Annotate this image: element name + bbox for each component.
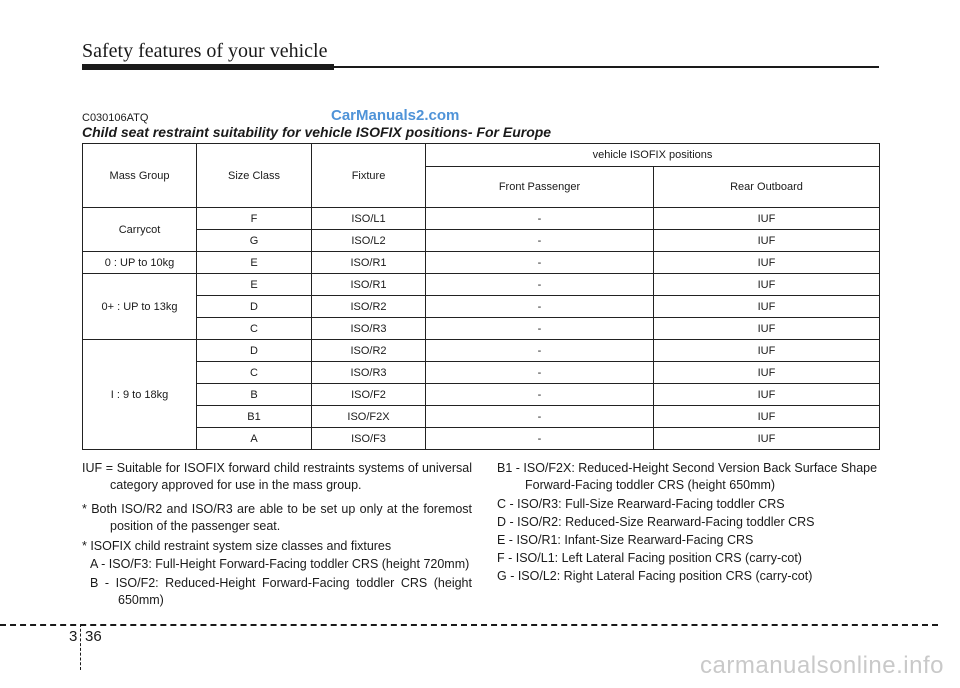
footer-page-divider bbox=[80, 624, 81, 670]
rear-outboard-cell: IUF bbox=[654, 318, 880, 340]
front-passenger-cell: - bbox=[426, 252, 654, 274]
size-class-cell: F bbox=[197, 208, 312, 230]
note-star-position: * Both ISO/R2 and ISO/R3 are able to be set up only at the foremost position of the passenger seat. bbox=[82, 502, 472, 533]
chapter-number: 3 bbox=[69, 628, 78, 645]
front-passenger-cell: - bbox=[426, 296, 654, 318]
fixture-cell: ISO/L1 bbox=[312, 208, 426, 230]
fixture-cell: ISO/F2 bbox=[312, 384, 426, 406]
table-row bbox=[83, 428, 880, 450]
fixture-cell: ISO/R2 bbox=[312, 296, 426, 318]
size-class-cell: E bbox=[197, 274, 312, 296]
table-row bbox=[83, 406, 880, 428]
fixture-cell: ISO/F3 bbox=[312, 428, 426, 450]
front-passenger-cell: - bbox=[426, 318, 654, 340]
note-size-c: C - ISO/R3: Full-Size Rearward-Facing toddler CRS bbox=[497, 497, 785, 511]
front-passenger-cell: - bbox=[426, 274, 654, 296]
rear-outboard-cell: IUF bbox=[654, 428, 880, 450]
note-size-f: F - ISO/L1: Left Lateral Facing position CRS (carry-cot) bbox=[497, 551, 802, 565]
table-row bbox=[83, 362, 880, 384]
size-class-cell: G bbox=[197, 230, 312, 252]
table-row bbox=[83, 208, 880, 230]
watermark-bottom: carmanualsonline.info bbox=[700, 652, 944, 679]
header-fixture: Fixture bbox=[312, 144, 426, 208]
rear-outboard-cell: IUF bbox=[654, 252, 880, 274]
table-row bbox=[83, 252, 880, 274]
header-size-class: Size Class bbox=[197, 144, 312, 208]
size-class-cell: E bbox=[197, 252, 312, 274]
table-row bbox=[83, 340, 880, 362]
watermark-top: CarManuals2.com bbox=[331, 107, 460, 124]
mass-group-cell: Carrycot bbox=[83, 208, 197, 252]
page-number: 36 bbox=[85, 628, 102, 645]
section-title: Child seat restraint suitability for vehicle ISOFIX positions- For Europe bbox=[82, 124, 552, 140]
mass-group-cell: I : 9 to 18kg bbox=[83, 340, 197, 450]
fixture-cell: ISO/R2 bbox=[312, 340, 426, 362]
size-class-cell: D bbox=[197, 340, 312, 362]
note-size-b: B - ISO/F2: Reduced-Height Forward-Facing toddler CRS (height 650mm) bbox=[90, 576, 472, 607]
front-passenger-cell: - bbox=[426, 340, 654, 362]
fixture-cell: ISO/R1 bbox=[312, 274, 426, 296]
note-size-d: D - ISO/R2: Reduced-Size Rearward-Facing toddler CRS bbox=[497, 515, 815, 529]
table-row bbox=[83, 318, 880, 340]
size-class-cell: B1 bbox=[197, 406, 312, 428]
size-class-cell: B bbox=[197, 384, 312, 406]
table-row bbox=[83, 230, 880, 252]
notes-left bbox=[82, 460, 472, 609]
front-passenger-cell: - bbox=[426, 406, 654, 428]
header-front-passenger: Front Passenger bbox=[426, 167, 654, 208]
fixture-cell: ISO/R3 bbox=[312, 318, 426, 340]
note-star-size-classes: * ISOFIX child restraint system size classes and fixtures bbox=[82, 539, 392, 553]
doc-code: C030106ATQ bbox=[82, 112, 149, 124]
fixture-cell: ISO/F2X bbox=[312, 406, 426, 428]
note-size-a: A - ISO/F3: Full-Height Forward-Facing toddler CRS (height 720mm) bbox=[90, 557, 470, 571]
note-size-g: G - ISO/L2: Right Lateral Facing position CRS (carry-cot) bbox=[497, 569, 813, 583]
mass-group-cell: 0+ : UP to 13kg bbox=[83, 274, 197, 340]
mass-group-cell: 0 : UP to 10kg bbox=[83, 252, 197, 274]
fixture-cell: ISO/R3 bbox=[312, 362, 426, 384]
isofix-table bbox=[82, 143, 880, 450]
fixture-cell: ISO/L2 bbox=[312, 230, 426, 252]
notes-right bbox=[497, 460, 882, 585]
header-mass-group: Mass Group bbox=[83, 144, 197, 208]
header-positions: vehicle ISOFIX positions bbox=[426, 144, 880, 167]
note-size-b1: B1 - ISO/F2X: Reduced-Height Second Version Back Surface Shape Forward-Facing toddler CRS (height 650mm) bbox=[497, 461, 878, 492]
front-passenger-cell: - bbox=[426, 362, 654, 384]
size-class-cell: D bbox=[197, 296, 312, 318]
header-bar bbox=[82, 64, 334, 70]
fixture-cell: ISO/R1 bbox=[312, 252, 426, 274]
rear-outboard-cell: IUF bbox=[654, 406, 880, 428]
footer-dashed-rule bbox=[0, 624, 938, 626]
size-class-cell: C bbox=[197, 362, 312, 384]
rear-outboard-cell: IUF bbox=[654, 230, 880, 252]
size-class-cell: C bbox=[197, 318, 312, 340]
rear-outboard-cell: IUF bbox=[654, 208, 880, 230]
front-passenger-cell: - bbox=[426, 208, 654, 230]
rear-outboard-cell: IUF bbox=[654, 340, 880, 362]
header-rear-outboard: Rear Outboard bbox=[654, 167, 880, 208]
rear-outboard-cell: IUF bbox=[654, 274, 880, 296]
front-passenger-cell: - bbox=[426, 428, 654, 450]
rear-outboard-cell: IUF bbox=[654, 362, 880, 384]
front-passenger-cell: - bbox=[426, 230, 654, 252]
front-passenger-cell: - bbox=[426, 384, 654, 406]
table-row bbox=[83, 384, 880, 406]
table-row bbox=[83, 274, 880, 296]
note-iuf: IUF = Suitable for ISOFIX forward child restraints systems of universal category approved for use in the mass group. bbox=[82, 461, 472, 492]
note-size-e: E - ISO/R1: Infant-Size Rearward-Facing CRS bbox=[497, 533, 754, 547]
table-row bbox=[83, 296, 880, 318]
rear-outboard-cell: IUF bbox=[654, 384, 880, 406]
rear-outboard-cell: IUF bbox=[654, 296, 880, 318]
size-class-cell: A bbox=[197, 428, 312, 450]
header-rule bbox=[334, 66, 879, 68]
page-header-title: Safety features of your vehicle bbox=[82, 40, 328, 62]
